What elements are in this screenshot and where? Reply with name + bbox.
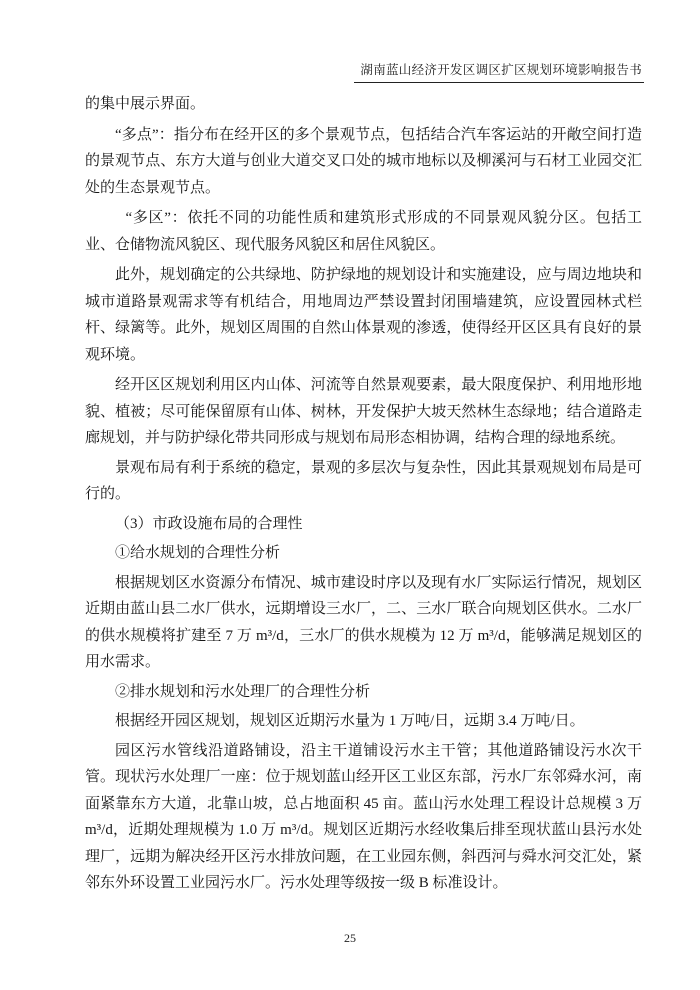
paragraph: “多区”：依托不同的功能性质和建筑形式形成的不同景观风貌分区。包括工业、仓储物流风貌区、现代服务风貌区和居住风貌区。 bbox=[85, 210, 642, 253]
paragraph: 经开区区规划利用区内山体、河流等自然景观要素，最大限度保护、利用地形地貌、植被；尽可能保留原有山体、树林，开发保护大坡天然林生态绿地；结合道路走廊规划，并与防护绿化带共同形成与规划布局形态相协调，结构合理的绿地系统。 bbox=[85, 377, 642, 446]
paragraph: 根据规划区水资源分布情况、城市建设时序以及现有水厂实际运行情况，规划区近期由蓝山县二水厂供水，远期增设三水厂，二、三水厂联合向规划区供水。二水厂的供水规模将扩建至 7 万 m³/d，三水厂的供水规模为 12 万 m³/d，能够满足规划区的用水需求。 bbox=[85, 574, 642, 670]
paragraph: 根据经开园区规划，规划区近期污水量为 1 万吨/日，远期 3.4 万吨/日。 bbox=[115, 713, 585, 729]
paragraph: 此外，规划确定的公共绿地、防护绿地的规划设计和实施建设，应与周边地块和城市道路景观需求等有机结合，用地周边严禁设置封闭围墙建筑，应设置园林式栏杆、绿篱等。此外，规划区周围的自然山体景观的渗透，使得经开区区具有良好的景观环境。 bbox=[85, 267, 642, 363]
page-footer bbox=[0, 931, 700, 946]
page-header bbox=[354, 60, 644, 83]
section-heading: （3）市政设施布局的合理性 bbox=[115, 515, 303, 532]
paragraph: 景观布局有利于系统的稳定，景观的多层次与复杂性，因此其景观规划布局是可行的。 bbox=[85, 459, 642, 502]
subsection-heading: ②排水规划和污水处理厂的合理性分析 bbox=[115, 683, 371, 700]
report-title: 湖南蓝山经济开发区调区扩区规划环境影响报告书 bbox=[354, 60, 644, 83]
paragraph: “多点”：指分布在经开区的多个景观节点，包括结合汽车客运站的开敞空间打造的景观节点、东方大道与创业大道交叉口处的城市地标以及柳溪河与石材工业园交汇处的生态景观节点。 bbox=[85, 126, 642, 196]
document-body bbox=[85, 91, 642, 900]
paragraph: 园区污水管线沿道路铺设，沿主干道铺设污水主干管；其他道路铺设污水次干管。现状污水处理厂一座：位于规划蓝山经开区工业区东部，污水厂东邻舜水河，南面紧靠东方大道，北靠山坡，总占地面积 45 亩。蓝山污水处理工程设计总规模 3 万 m³/d，近期处理规模为 1.0 万 m³/d。规划区近期污水经收集后排至现状蓝山县污水处理厂，远期为解决经开区污水排放问题，在工业园东侧，斜西河与舜水河交汇处，紧邻东外环设置工业园污水厂。污水处理等级按一级 B 标准设计。 bbox=[85, 742, 642, 891]
subsection-heading: ①给水规划的合理性分析 bbox=[115, 545, 281, 561]
page-number: 25 bbox=[344, 931, 356, 945]
paragraph: 的集中展示界面。 bbox=[85, 96, 206, 112]
